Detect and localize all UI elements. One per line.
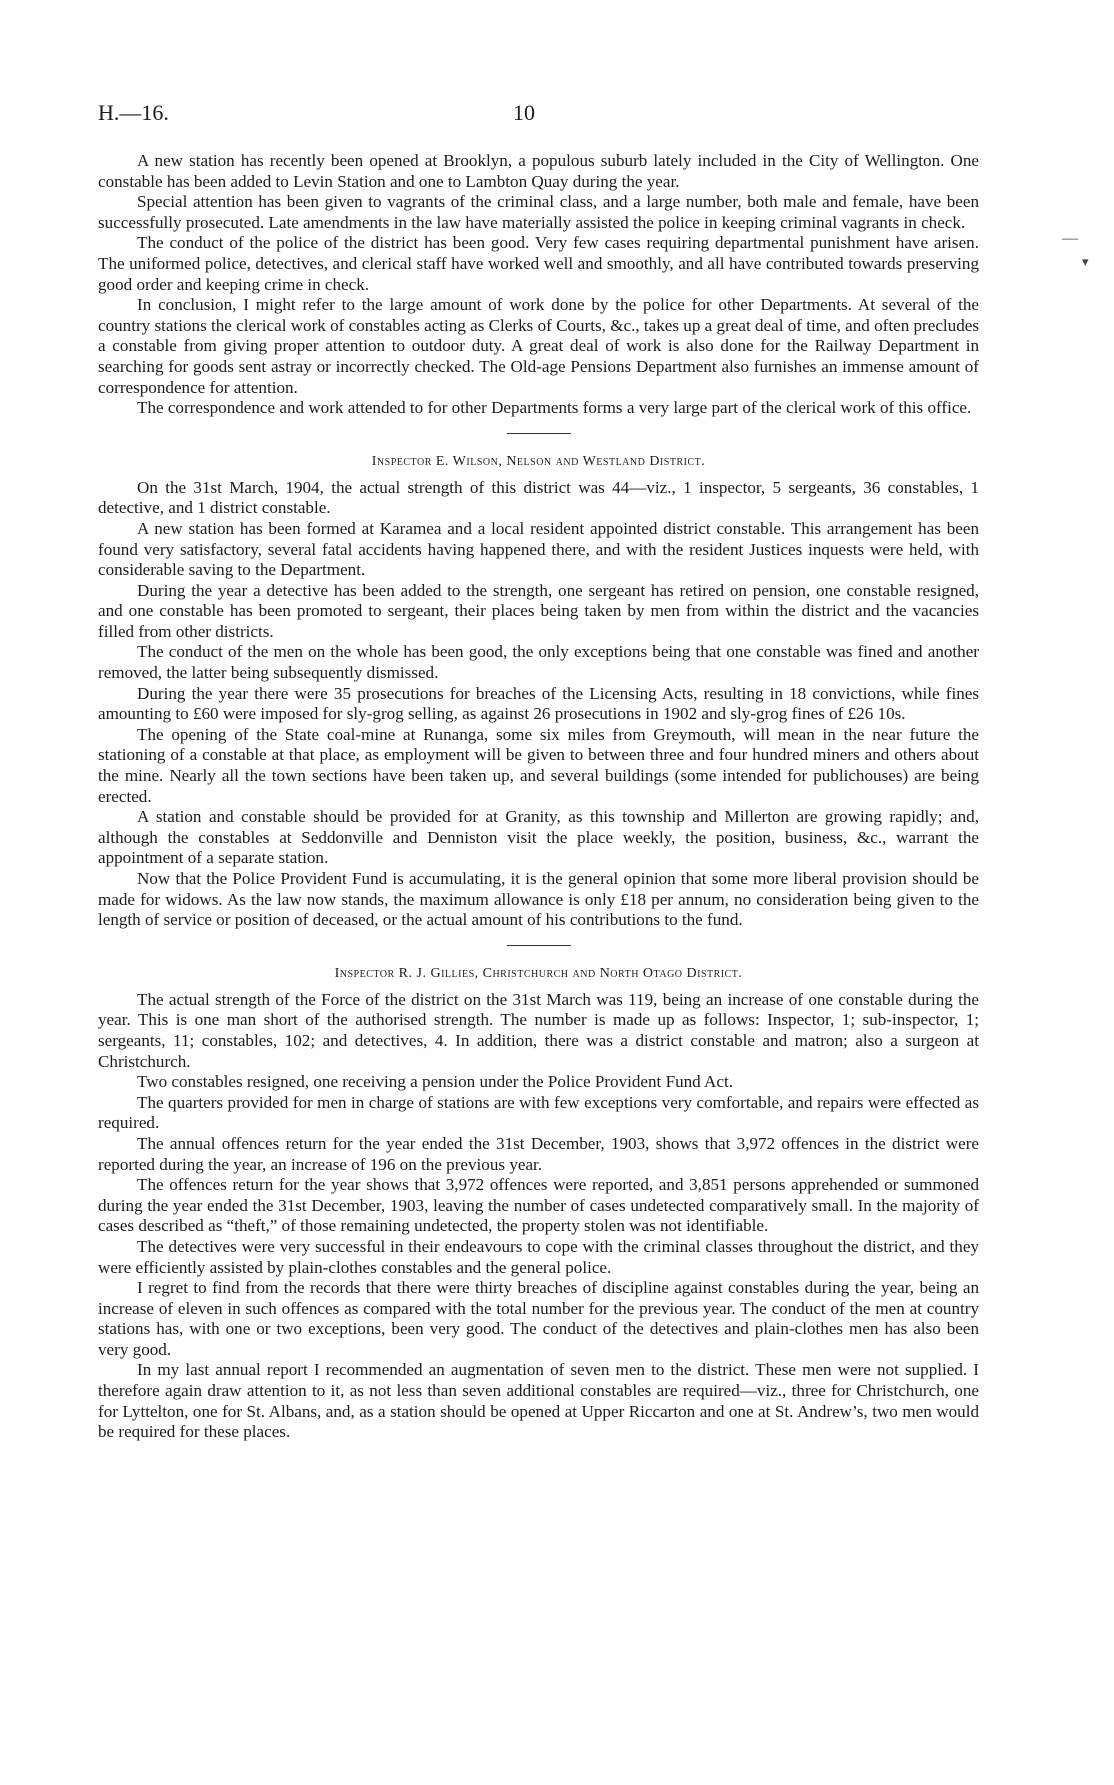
paragraph: A station and constable should be provided for at Granity, as this township and Millerton are growing rapidly; and, although the constables at Seddonville and Denniston visit the place weekly, the position, business, &c., warrant the appointment of a separate station. [98, 807, 979, 868]
paragraph: During the year a detective has been added to the strength, one sergeant has retired on pension, one constable resigned, and one constable has been promoted to sergeant, their places being taken by men from within the district and the vacancies filled from other districts. [98, 580, 979, 641]
nelson-westland-section [98, 452, 979, 931]
paragraph: A new station has been formed at Karamea and a local resident appointed district constable. This arrangement has been found very satisfactory, several fatal accidents having happened there, and with the resident Justices inquests were held, with considerable saving to the Department. [98, 518, 979, 580]
paragraph: The annual offences return for the year ended the 31st December, 1903, shows that 3,972 offences in the district were reported during the year, an increase of 196 on the previous year. [98, 1133, 979, 1174]
paragraph: Now that the Police Provident Fund is accumulating, it is the general opinion that some more liberal provision should be made for widows. As the law now stands, the maximum allowance is only £18 per annum, no consideration being given to the length of service or position of deceased, or the actual amount of his contributions to the fund. [98, 869, 979, 930]
paragraph: On the 31st March, 1904, the actual strength of this district was 44—viz., 1 inspector, 5 sergeants, 36 constables, 1 detective, and 1 district constable. [98, 477, 979, 518]
margin-dash-mark: — [1062, 230, 1078, 247]
main-content [98, 151, 979, 1443]
intro-section [98, 151, 979, 419]
paragraph: In my last annual report I recommended an augmentation of seven men to the district. These men were not supplied. I therefore again draw attention to it, as not less than seven additional constables are required—viz., three for Christchurch, one for Lyttelton, one for St. Albans, and, as a station should be opened at Upper Riccarton and one at St. Andrew’s, two men would be required for these places. [98, 1360, 979, 1442]
paragraph: The opening of the State coal-mine at Runanga, some six miles from Greymouth, will mean in the near future the stationing of a constable at that place, as employment will be given to between three and four hundred miners and others about the mine. Nearly all the town sections have been taken up, and several buildings (some intended for publichouses) are being erected. [98, 724, 979, 806]
paragraph: The correspondence and work attended to for other Departments forms a very large part of the clerical work of this office. [137, 398, 972, 418]
paragraph: I regret to find from the records that there were thirty breaches of discipline against constables during the year, being an increase of eleven in such offences as compared with the total number for the previous year. The conduct of the men at country stations has, with one or two exceptions, been very good. The conduct of the detectives and plain-clothes men has also been very good. [98, 1278, 979, 1359]
paragraph: A new station has recently been opened at Brooklyn, a populous suburb lately included in the City of Wellington. One constable has been added to Levin Station and one to Lambton Quay during the year. [98, 151, 979, 191]
page-header [98, 100, 978, 130]
paragraph: Special attention has been given to vagrants of the criminal class, and a large number, both male and female, have been successfully prosecuted. Late amendments in the law have materially assisted the police in keeping criminal vagrants in check. [98, 192, 979, 232]
section-divider [507, 433, 571, 434]
paragraph: During the year there were 35 prosecutions for breaches of the Licensing Acts, resulting in 18 convictions, while fines amounting to £60 were imposed for sly-grog selling, as against 26 prosecutions in 1902 and sly-grog fines of £26 10s. [98, 683, 979, 724]
margin-arrow-mark: ▾ [1082, 254, 1089, 269]
section-divider [507, 945, 571, 946]
paragraph: The detectives were very successful in their endeavours to cope with the criminal classes throughout the district, and they were efficiently assisted by plain-clothes constables and the general police. [98, 1236, 979, 1277]
paragraph: In conclusion, I might refer to the large amount of work done by the police for other Departments. At several of the country stations the clerical work of constables acting as Clerks of Courts, &c., takes up a great deal of time, and often precludes a constable from giving proper attention to outdoor duty. A great deal of work is also done for the Railway Department in searching for goods sent astray or incorrectly checked. The Old-age Pensions Department also furnishes an immense amount of correspondence for attention. [98, 295, 980, 397]
section-heading: Inspector R. J. Gillies, Christchurch and North Otago District. [334, 965, 743, 981]
paragraph: The quarters provided for men in charge of stations are with few exceptions very comfortable, and repairs were effected as required. [98, 1092, 979, 1133]
document-reference: H.—16. [98, 100, 169, 125]
paragraph: The conduct of the police of the district has been good. Very few cases requiring departmental punishment have arisen. The uniformed police, detectives, and clerical staff have worked well and smoothly, and all have contributed towards preserving good order and keeping crime in check. [98, 233, 979, 294]
paragraph: The conduct of the men on the whole has been good, the only exceptions being that one constable was fined and another removed, the latter being subsequently dismissed. [98, 642, 979, 683]
paragraph: Two constables resigned, one receiving a pension under the Police Provident Fund Act. [137, 1072, 734, 1092]
christchurch-north-otago-section [98, 964, 979, 1443]
paragraph: The offences return for the year shows that 3,972 offences were reported, and 3,851 persons apprehended or summoned during the year ended the 31st December, 1903, leaving the number of cases undetected comparatively small. In the majority of cases described as “theft,” of those remaining undetected, the property stolen was not identifiable. [98, 1175, 979, 1236]
section-heading: Inspector E. Wilson, Nelson and Westland District. [371, 453, 706, 469]
page-number: 10 [513, 100, 535, 125]
paragraph: The actual strength of the Force of the district on the 31st March was 119, being an increase of one constable during the year. This is one man short of the authorised strength. The number is made up as follows: Inspector, 1; sub-inspector, 1; sergeants, 11; constables, 102; and detectives, 4. In addition, there was a district constable and matron; also a surgeon at Christchurch. [98, 989, 979, 1071]
